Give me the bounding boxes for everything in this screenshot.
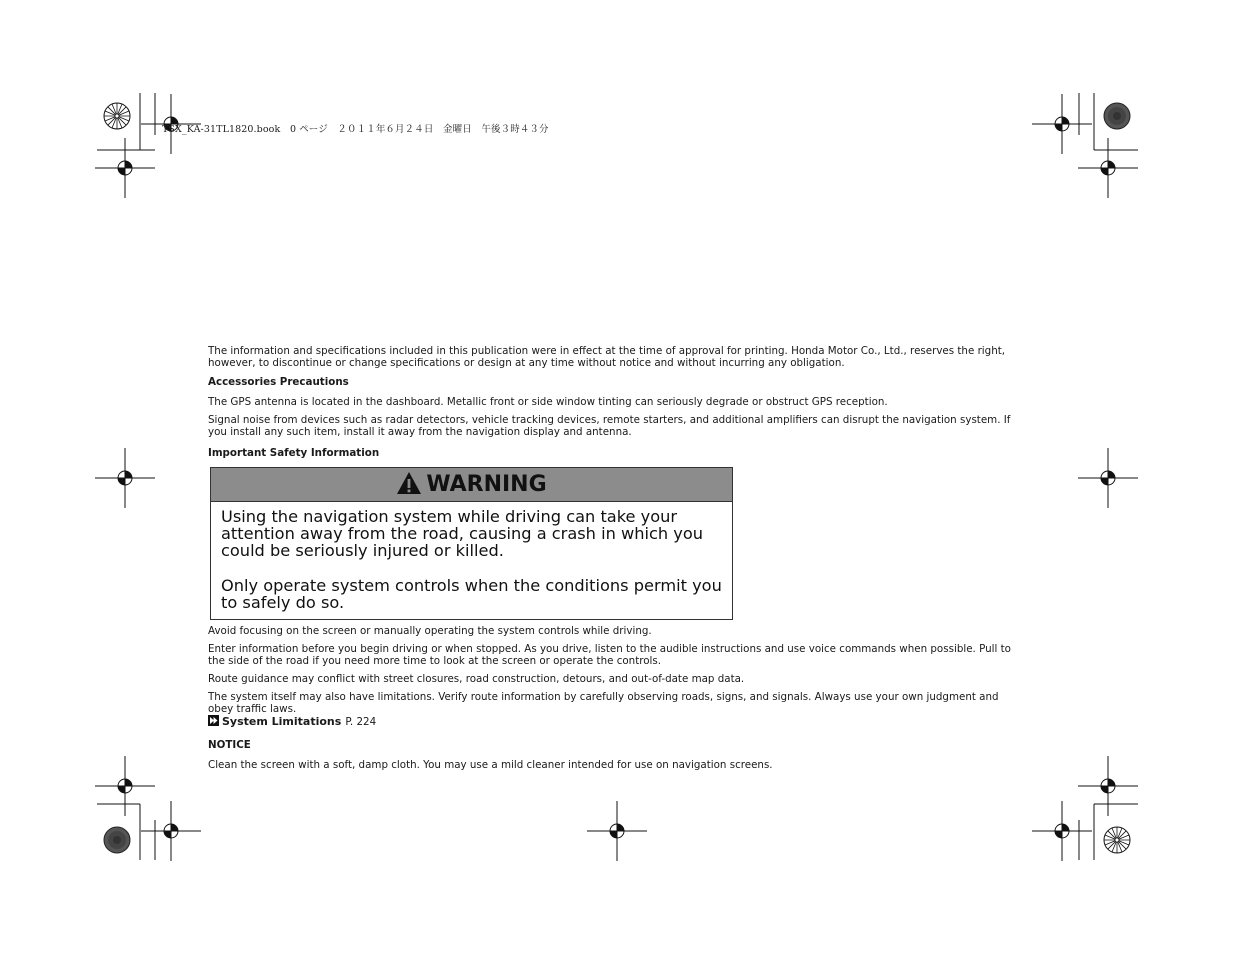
xref-page-number: P. 224 (345, 716, 377, 728)
arrow-right-icon (208, 715, 219, 729)
safety-paragraph-4: The system itself may also have limitations. Verify route information by carefully observing roads, signs, and signals. Always use your own judgment and obey traffic laws. (208, 691, 999, 715)
page-content (208, 345, 1023, 771)
warning-title: WARNING (426, 471, 547, 497)
accessories-paragraph-2: Signal noise from devices such as radar detectors, vehicle tracking devices, remote starters, and additional amplifiers can disrupt the navigation system. If you install any such item, install it away from the navigation display and antenna. (208, 414, 1011, 438)
notice-heading: NOTICE (208, 739, 251, 751)
warning-text-1: Using the navigation system while driving can take your attention away from the road, causing a crash in which you could be seriously injured or killed. (221, 507, 704, 560)
print-file-info: TSX_KA-31TL1820.book 0 ページ ２０１１年６月２４日 金曜日 午後３時４３分 (162, 124, 549, 135)
warning-triangle-icon (396, 471, 422, 498)
cross-reference-link[interactable] (208, 715, 1023, 729)
safety-paragraph-2: Enter information before you begin driving or when stopped. As you drive, listen to the audible instructions and use voice commands when possible. Pull to the side of the road if you need more time to look at the screen or operate the controls. (208, 643, 1011, 667)
accessories-heading: Accessories Precautions (208, 376, 349, 388)
notice-text: Clean the screen with a soft, damp cloth. You may use a mild cleaner intended for use on navigation screens. (208, 759, 773, 771)
warning-body (211, 502, 732, 619)
warning-text-2: Only operate system controls when the conditions permit you to safely do so. (221, 576, 722, 612)
warning-box (210, 467, 733, 620)
xref-label[interactable]: System Limitations (222, 715, 342, 728)
safety-paragraph-3: Route guidance may conflict with street closures, road construction, detours, and out-of-date map data. (208, 673, 745, 685)
safety-heading: Important Safety Information (208, 447, 380, 459)
safety-paragraph-1: Avoid focusing on the screen or manually operating the system controls while driving. (208, 625, 652, 637)
warning-header (211, 468, 732, 502)
intro-paragraph: The information and specifications included in this publication were in effect at the time of approval for printing. Honda Motor Co., Ltd., reserves the right, however, to discontinue or change specifications or design at any time without notice and without incurring any obligation. (208, 345, 1006, 369)
accessories-paragraph-1: The GPS antenna is located in the dashboard. Metallic front or side window tinting can seriously degrade or obstruct GPS reception. (208, 396, 888, 408)
